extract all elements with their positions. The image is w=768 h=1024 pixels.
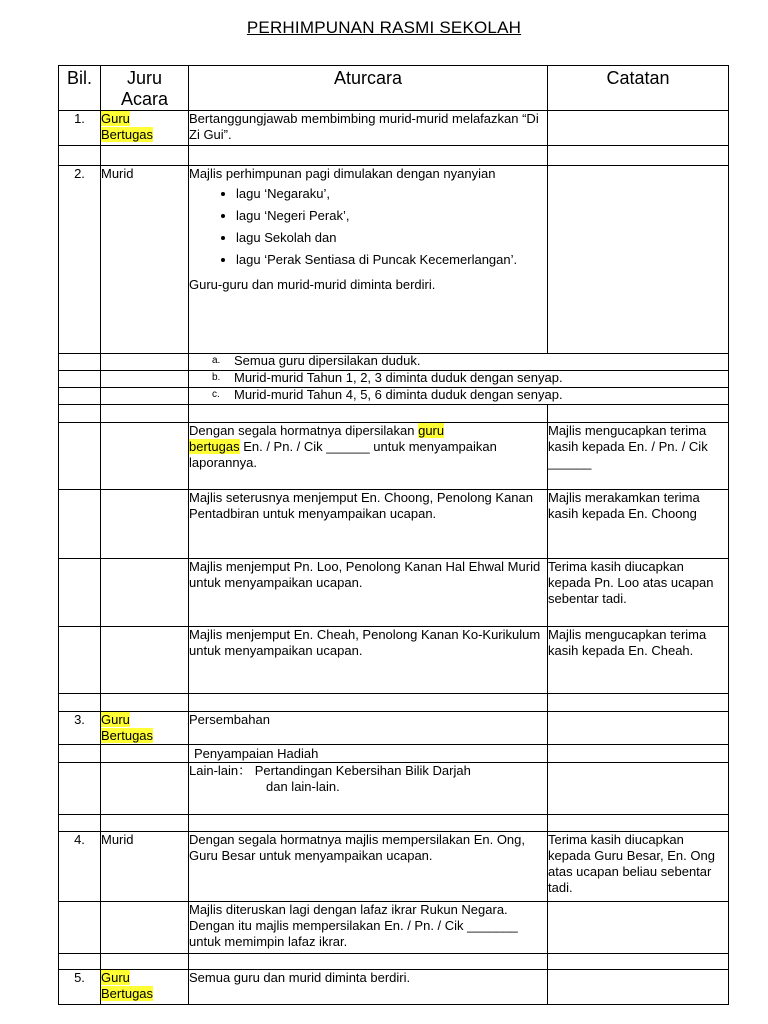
- aturcara-cell: Persembahan: [189, 712, 548, 745]
- schedule-table: [58, 65, 729, 1005]
- list-item: • lagu Sekolah dan: [236, 229, 547, 246]
- header-bil: Bil.: [59, 66, 101, 111]
- juru-acara-cell: Murid: [101, 166, 189, 354]
- list-item: • lagu ‘Perak Sentiasa di Puncak Kecemerlangan’.: [236, 251, 547, 268]
- catatan-cell: [548, 970, 729, 1005]
- page-title: PERHIMPUNAN RASMI SEKOLAH: [246, 18, 522, 37]
- sub-item-letter: c.: [212, 389, 220, 400]
- header-juru-line2: Acara: [120, 89, 169, 109]
- spacer-row: [59, 815, 729, 832]
- aturcara-intro: Majlis perhimpunan pagi dimulakan dengan nyanyian: [189, 166, 496, 181]
- aturcara-cell: Penyampaian Hadiah: [189, 745, 548, 763]
- sub-row: [59, 371, 729, 388]
- aturcara-closing: Guru-guru dan murid-murid diminta berdiri.: [189, 277, 436, 292]
- table-row: [59, 902, 729, 954]
- row-number: 4.: [59, 832, 101, 902]
- spacer-row: [59, 405, 729, 423]
- aturcara-cell: Semua guru dan murid diminta berdiri.: [189, 970, 548, 1005]
- row-number: 1.: [59, 111, 101, 146]
- catatan-cell: [548, 166, 729, 354]
- guru-bertugas-highlight: bertugas: [189, 439, 240, 454]
- sub-item-text: Semua guru dipersilakan duduk.: [234, 353, 421, 368]
- juru-acara-highlight: Guru: [101, 111, 130, 126]
- table-row: [59, 745, 729, 763]
- sub-item-text: Murid-murid Tahun 4, 5, 6 diminta duduk dengan senyap.: [234, 387, 563, 402]
- catatan-cell: Terima kasih diucapkan kepada Guru Besar, En. Ong atas ucapan beliau sebentar tadi.: [548, 832, 729, 902]
- sub-row: [59, 354, 729, 371]
- catatan-cell: Majlis merakamkan terima kasih kepada En. Choong: [548, 490, 729, 559]
- lain-lain-line1: Lain-lain： Pertandingan Kebersihan Bilik Darjah: [189, 763, 471, 778]
- aturcara-text: Dengan segala hormatnya dipersilakan: [189, 423, 419, 438]
- spacer-row: [59, 146, 729, 166]
- table-row: [59, 166, 729, 354]
- header-aturcara: Aturcara: [189, 66, 548, 111]
- spacer-row: [59, 954, 729, 970]
- sub-item-cell: [189, 354, 729, 371]
- header-juru-acara: [101, 66, 189, 111]
- list-item: • lagu ‘Negaraku’,: [236, 185, 547, 202]
- table-row: [59, 490, 729, 559]
- row-number: 5.: [59, 970, 101, 1005]
- table-row: [59, 832, 729, 902]
- aturcara-text: En. / Pn. / Cik ______ untuk menyampaikan laporannya.: [189, 439, 497, 470]
- juru-acara-cell: Murid: [101, 832, 189, 902]
- table-row: [59, 627, 729, 694]
- juru-acara-highlight: Bertugas: [101, 986, 154, 1001]
- row-number: 3.: [59, 712, 101, 745]
- sub-item-letter: a.: [212, 355, 221, 366]
- catatan-cell: Majlis mengucapkan terima kasih kepada En. / Pn. / Cik ______: [548, 423, 729, 490]
- catatan-cell: Majlis mengucapkan terima kasih kepada En. Cheah.: [548, 627, 729, 694]
- table-row: [59, 763, 729, 815]
- header-catatan: Catatan: [548, 66, 729, 111]
- aturcara-cell: Majlis seterusnya menjemput En. Choong, Penolong Kanan Pentadbiran untuk menyampaikan ucapan.: [189, 490, 548, 559]
- juru-acara-highlight: Guru: [101, 970, 130, 985]
- aturcara-cell: Majlis diteruskan lagi dengan lafaz ikrar Rukun Negara. Dengan itu majlis mempersilakan En. / Pn. / Cik _______ untuk memimpin lafaz ikrar.: [189, 902, 548, 954]
- sub-row: [59, 388, 729, 405]
- table-row: [59, 111, 729, 146]
- juru-acara-highlight: Bertugas: [101, 728, 154, 743]
- guru-bertugas-highlight: guru: [418, 423, 445, 438]
- aturcara-cell: Dengan segala hormatnya majlis mempersilakan En. Ong, Guru Besar untuk menyampaikan ucapan.: [189, 832, 548, 902]
- header-row: [59, 66, 729, 111]
- sub-item-letter: b.: [212, 372, 221, 383]
- catatan-cell: Terima kasih diucapkan kepada Pn. Loo atas ucapan sebentar tadi.: [548, 559, 729, 627]
- list-item: • lagu ‘Negeri Perak’,: [236, 207, 547, 224]
- sub-item-text: Murid-murid Tahun 1, 2, 3 diminta duduk dengan senyap.: [234, 370, 563, 385]
- song-list: [189, 185, 547, 268]
- lain-lain-line2: dan lain-lain.: [266, 779, 340, 794]
- juru-acara-highlight: Guru: [101, 712, 130, 727]
- juru-acara-cell: [101, 970, 189, 1005]
- catatan-cell: [548, 712, 729, 745]
- table-row: [59, 970, 729, 1005]
- table-row: [59, 712, 729, 745]
- juru-acara-cell: [101, 111, 189, 146]
- juru-acara-cell: [101, 712, 189, 745]
- catatan-cell: [548, 111, 729, 146]
- sub-item-cell: [189, 371, 729, 388]
- aturcara-cell: [189, 423, 548, 490]
- table-row: [59, 423, 729, 490]
- aturcara-cell: Bertanggungjawab membimbing murid-murid melafazkan “Di Zi Gui”.: [189, 111, 548, 146]
- spacer-row: [59, 694, 729, 712]
- aturcara-cell: [189, 166, 548, 354]
- sub-item-cell: [189, 388, 729, 405]
- aturcara-cell: Majlis menjemput Pn. Loo, Penolong Kanan Hal Ehwal Murid untuk menyampaikan ucapan.: [189, 559, 548, 627]
- table-row: [59, 559, 729, 627]
- header-juru-line1: Juru: [126, 68, 162, 88]
- row-number: 2.: [59, 166, 101, 354]
- juru-acara-highlight: Bertugas: [101, 127, 154, 142]
- aturcara-cell: [189, 763, 548, 815]
- aturcara-cell: Majlis menjemput En. Cheah, Penolong Kanan Ko-Kurikulum untuk menyampaikan ucapan.: [189, 627, 548, 694]
